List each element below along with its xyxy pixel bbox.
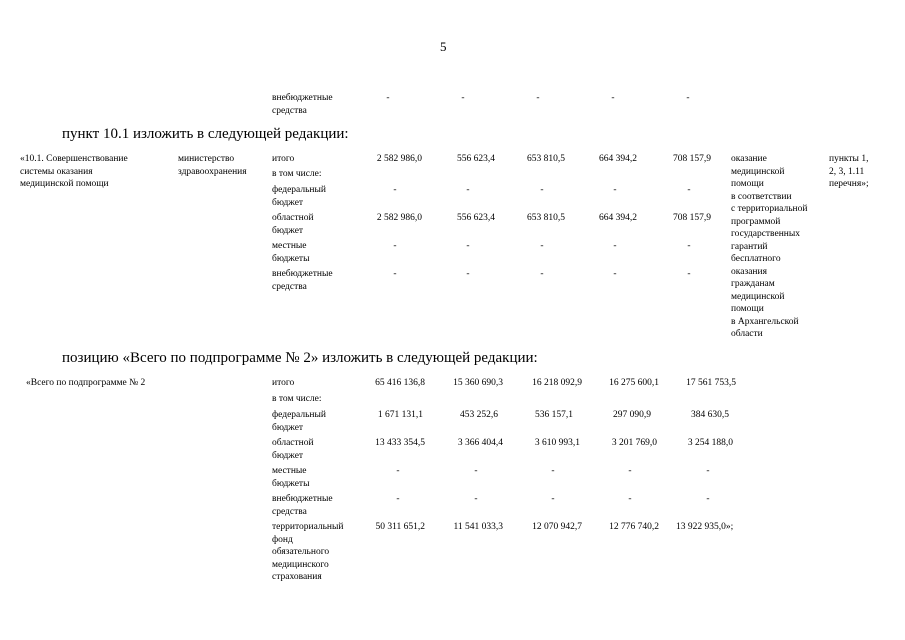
top-fragment-value: - <box>461 93 465 103</box>
top-fragment-value: - <box>386 93 390 103</box>
row-label-regional: областной бюджет <box>272 438 314 461</box>
cell-value: - <box>687 269 691 279</box>
top-fragment-value: - <box>686 93 690 103</box>
cell-value: - <box>628 494 632 504</box>
cell-value: 453 252,6 <box>460 410 498 420</box>
cell-value: - <box>551 466 555 476</box>
cell-value: - <box>613 185 617 195</box>
top-fragment-value: - <box>611 93 615 103</box>
cell-value: 16 218 092,9 <box>532 378 582 388</box>
cell-value: 297 090,9 <box>613 410 651 420</box>
cell-value: - <box>393 241 397 251</box>
cell-value: 384 630,5 <box>691 410 729 420</box>
cell-value: - <box>628 466 632 476</box>
cell-value: 50 311 651,2 <box>375 522 425 532</box>
cell-value: - <box>466 269 470 279</box>
cell-value: - <box>396 466 400 476</box>
cell-value: 15 360 690,3 <box>453 378 503 388</box>
cell-value: - <box>466 185 470 195</box>
cell-value: 664 394,2 <box>599 154 637 164</box>
cell-value: 556 623,4 <box>457 154 495 164</box>
cell-value: 13 922 935,0»; <box>676 522 734 532</box>
cell-value: - <box>540 241 544 251</box>
cell-value: 17 561 753,5 <box>686 378 736 388</box>
cell-value: 653 810,5 <box>527 154 565 164</box>
top-fragment-label: внебюджетные средства <box>272 93 333 116</box>
row-label-regional: областной бюджет <box>272 213 314 236</box>
indicator-links: пункты 1, 2, 3, 1.11 перечня»; <box>829 154 869 189</box>
cell-value: - <box>474 494 478 504</box>
cell-value: 1 671 131,1 <box>377 410 423 420</box>
row-label-total: итого <box>272 154 295 164</box>
row-label-federal: федеральный бюджет <box>272 185 326 208</box>
top-fragment-value: - <box>536 93 540 103</box>
cell-value: 556 623,4 <box>457 213 495 223</box>
cell-value: - <box>687 241 691 251</box>
cell-value: 2 582 986,0 <box>376 213 422 223</box>
section1-heading: пункт 10.1 изложить в следующей редакции: <box>62 126 349 142</box>
cell-value: 708 157,9 <box>673 154 711 164</box>
cell-value: 653 810,5 <box>527 213 565 223</box>
row-label-oms-fund: территориальный фонд обязательного медицинского страхования <box>272 522 344 582</box>
section2-heading: позицию «Всего по подпрограмме № 2» изложить в следующей редакции: <box>62 350 538 366</box>
cell-value: - <box>393 269 397 279</box>
row-label-local: местные бюджеты <box>272 466 310 489</box>
cell-value: 664 394,2 <box>599 213 637 223</box>
cell-value: 11 541 033,3 <box>453 522 503 532</box>
cell-value: - <box>613 269 617 279</box>
cell-value: - <box>706 494 710 504</box>
cell-value: 2 582 986,0 <box>376 154 422 164</box>
cell-value: - <box>466 241 470 251</box>
cell-value: - <box>613 241 617 251</box>
cell-value: 12 070 942,7 <box>532 522 582 532</box>
row-label-extrabudget: внебюджетные средства <box>272 269 333 292</box>
cell-value: - <box>540 185 544 195</box>
row-label-total: итого <box>272 378 295 388</box>
cell-value: 12 776 740,2 <box>609 522 659 532</box>
cell-value: 708 157,9 <box>673 213 711 223</box>
cell-value: - <box>393 185 397 195</box>
cell-value: - <box>706 466 710 476</box>
cell-value: - <box>474 466 478 476</box>
row-label-local: местные бюджеты <box>272 241 310 264</box>
cell-value: - <box>687 185 691 195</box>
row-label-including: в том числе: <box>272 169 322 179</box>
cell-value: 16 275 600,1 <box>609 378 659 388</box>
cell-value: 65 416 136,8 <box>375 378 425 388</box>
row-label-including: в том числе: <box>272 394 322 404</box>
cell-value: - <box>551 494 555 504</box>
row-label-extrabudget: внебюджетные средства <box>272 494 333 517</box>
row-label-federal: федеральный бюджет <box>272 410 326 433</box>
expected-result: оказание медицинской помощи в соответствии с территориальной программой государственных гарантий бесплатного оказания гражданам медицинской помощи в Архангельской области <box>731 154 808 339</box>
cell-value: 13 433 354,5 <box>375 438 425 448</box>
cell-value: 3 610 993,1 <box>534 438 580 448</box>
executor-name: министерство здравоохранения <box>178 154 247 177</box>
cell-value: 3 201 769,0 <box>611 438 657 448</box>
cell-value: - <box>540 269 544 279</box>
page-number: 5 <box>440 39 447 54</box>
cell-value: 3 366 404,4 <box>457 438 503 448</box>
activity-name: «10.1. Совершенствование системы оказания медицинской помощи <box>20 154 128 189</box>
cell-value: - <box>396 494 400 504</box>
cell-value: 3 254 188,0 <box>687 438 733 448</box>
cell-value: 536 157,1 <box>535 410 573 420</box>
subprogram-total-title: «Всего по подпрограмме № 2 <box>26 378 146 388</box>
